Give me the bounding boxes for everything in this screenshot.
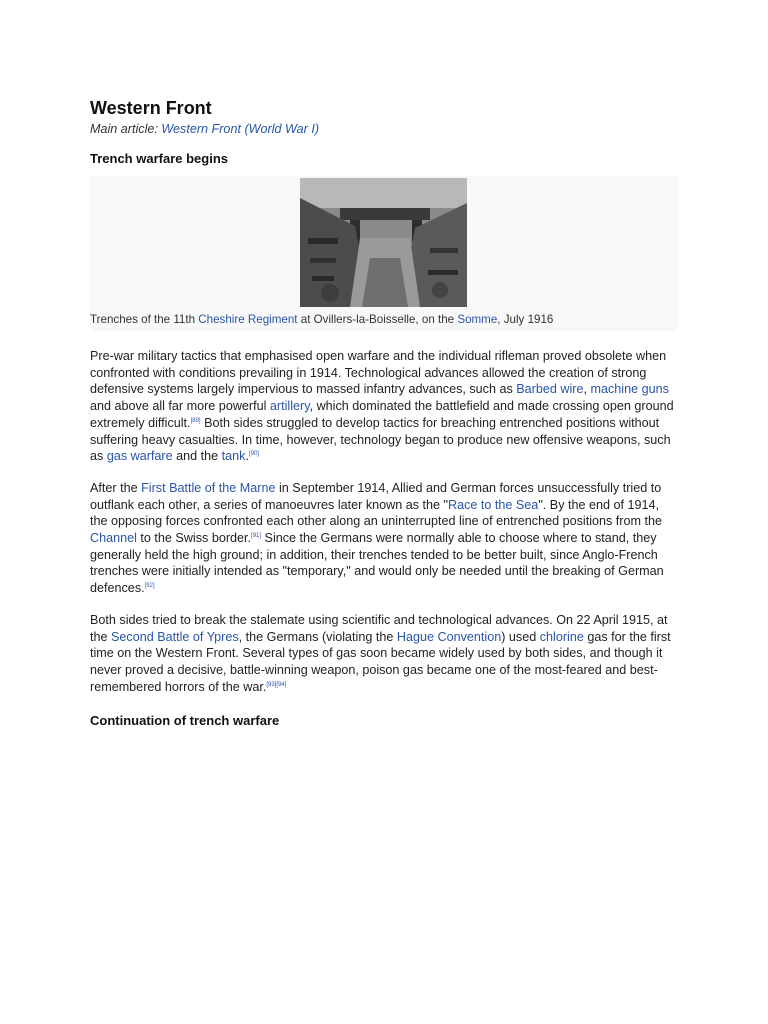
hague-convention-link[interactable]: Hague Convention bbox=[396, 629, 502, 644]
paragraph-3 bbox=[90, 612, 678, 696]
paragraph-text: gas for the first time on the Western Front. Several types of gas soon became widely used by both sides, and though it never proved a decisive, battle-winning weapon, poison gas became one of the most-feared and best-remembered horrors of the war. bbox=[90, 629, 671, 694]
subsection-heading-continuation: Continuation of trench warfare bbox=[90, 713, 280, 729]
paragraph-text: ". By the end of 1914, the opposing forces confronted each other along an uninterrupted line of entrenched positions from the bbox=[90, 497, 662, 529]
paragraph-1 bbox=[90, 348, 678, 465]
paragraph-text: . bbox=[245, 449, 249, 464]
somme-link[interactable]: Somme bbox=[457, 313, 498, 326]
gas-warfare-link[interactable]: gas warfare bbox=[106, 449, 173, 464]
second-battle-ypres-link[interactable]: Second Battle of Ypres bbox=[111, 629, 239, 644]
race-to-the-sea-link[interactable]: Race to the Sea bbox=[448, 497, 539, 512]
paragraph-text: Both sides struggled to develop tactics for breaching entrenched positions without suffering heavy casualties. In time, however, technology began to produce new offensive weapons, such as bbox=[90, 415, 671, 464]
machine-guns-link[interactable]: machine guns bbox=[590, 382, 669, 397]
paragraph-text: Both sides tried to break the stalemate using scientific and technological advances. On 22 April 1915, at the bbox=[90, 612, 668, 644]
barbed-wire-link[interactable]: Barbed wire bbox=[516, 382, 584, 397]
figure bbox=[90, 176, 678, 331]
citation-93[interactable]: [93] bbox=[266, 681, 277, 688]
paragraph-2 bbox=[90, 480, 678, 597]
channel-link[interactable]: Channel bbox=[90, 531, 137, 546]
citation-89[interactable]: [89] bbox=[190, 417, 201, 424]
paragraph-text: and above all far more powerful bbox=[90, 399, 270, 414]
paragraph-text: Pre-war military tactics that emphasised open warfare and the individual rifleman proved obsolete when confronted with conditions prevailing in 1914. Technological advances allowed the creation of strong defensive systems largely impervious to massed infantry advances, such as bbox=[90, 349, 667, 397]
artillery-link[interactable]: artillery bbox=[269, 399, 310, 414]
paragraph-text: to the Swiss border. bbox=[136, 531, 252, 546]
paragraph-text: and the bbox=[172, 449, 222, 464]
first-battle-marne-link[interactable]: First Battle of the Marne bbox=[141, 480, 276, 495]
main-article-link[interactable]: Western Front (World War I) bbox=[161, 122, 320, 136]
citation-94[interactable]: [94] bbox=[276, 681, 287, 688]
chlorine-link[interactable]: chlorine bbox=[539, 629, 584, 644]
hatnote bbox=[90, 120, 678, 138]
caption-text: Trenches of the 11th bbox=[90, 313, 199, 326]
tank-link[interactable]: tank bbox=[221, 449, 246, 464]
hatnote-prefix: Main article: bbox=[90, 122, 162, 136]
paragraph-text: , bbox=[583, 382, 591, 397]
citation-90[interactable]: [90] bbox=[248, 451, 259, 458]
paragraph-text: ) used bbox=[501, 629, 540, 644]
subsection-heading-trench: Trench warfare begins bbox=[90, 151, 228, 166]
caption-text: at Ovillers-la-Boisselle, on the bbox=[297, 313, 458, 326]
article-content bbox=[90, 96, 678, 730]
figure-caption bbox=[90, 313, 553, 327]
section-heading: Western Front bbox=[90, 98, 212, 118]
citation-91[interactable]: [91] bbox=[251, 533, 262, 540]
citation-92[interactable]: [92] bbox=[144, 583, 155, 590]
paragraph-text: , which dominated the battlefield and made crossing open ground extremely difficult. bbox=[90, 399, 674, 430]
paragraph-text: in September 1914, Allied and German forces unsuccessfully tried to outflank each other, a series of manoeuvres later known as the " bbox=[90, 480, 662, 512]
paragraph-text: , the Germans (violating the bbox=[238, 629, 397, 644]
paragraph-text: After the bbox=[90, 480, 142, 495]
caption-text: , July 1916 bbox=[497, 313, 554, 326]
trench-photo[interactable] bbox=[300, 178, 467, 307]
cheshire-regiment-link[interactable]: Cheshire Regiment bbox=[198, 313, 298, 326]
paragraph-text: Since the Germans were normally able to choose where to stand, they generally held the high ground; in addition, their trenches tended to be better built, since Anglo-French trenches were initially intended as "temporary," and would only be needed until the breaking of German defences. bbox=[90, 531, 664, 596]
